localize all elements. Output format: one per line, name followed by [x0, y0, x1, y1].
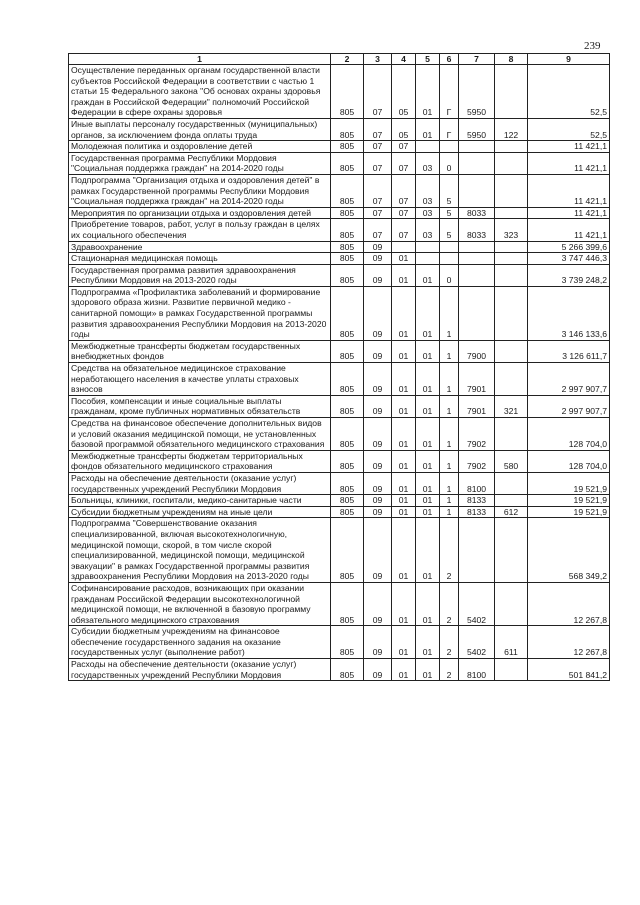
amount-cell: 128 704,0: [528, 418, 610, 451]
table-row: [69, 174, 610, 207]
subprogram-cell: 1: [440, 286, 459, 340]
admin-code-cell: 805: [331, 506, 364, 518]
subprogram-cell: 2: [440, 518, 459, 583]
table-row: [69, 363, 610, 396]
expense-type-cell: 323: [495, 219, 528, 241]
item-name-cell: Иные выплаты персоналу государственных (муниципальных) органов, за исключением фонда оплаты труда: [69, 118, 331, 140]
amount-cell: 11 421,1: [528, 152, 610, 174]
item-name-cell: Государственная программа Республики Мордовия "Социальная поддержка граждан" на 2014-2020 годы: [69, 152, 331, 174]
subprogram-cell: 2: [440, 626, 459, 659]
item-name-cell: Средства на обязательное медицинское страхование неработающего населения в качестве уплаты страховых взносов: [69, 363, 331, 396]
expense-type-cell: [495, 495, 528, 507]
table-row: [69, 152, 610, 174]
amount-cell: 19 521,9: [528, 495, 610, 507]
program-cell: 01: [416, 582, 440, 625]
amount-cell: 11 421,1: [528, 141, 610, 153]
program-cell: 03: [416, 207, 440, 219]
table-row: [69, 518, 610, 583]
program-cell: 01: [416, 659, 440, 681]
program-cell: 01: [416, 264, 440, 286]
admin-code-cell: 805: [331, 450, 364, 472]
program-cell: 01: [416, 495, 440, 507]
section-cell: 09: [364, 241, 392, 253]
expense-type-cell: [495, 659, 528, 681]
admin-code-cell: 805: [331, 418, 364, 451]
amount-cell: 19 521,9: [528, 472, 610, 494]
subprogram-cell: 1: [440, 472, 459, 494]
header-cell-5: 5: [416, 54, 440, 65]
section-cell: 09: [364, 286, 392, 340]
admin-code-cell: 805: [331, 174, 364, 207]
target-article-cell: 7902: [459, 450, 495, 472]
header-cell-3: 3: [364, 54, 392, 65]
item-name-cell: Расходы на обеспечение деятельности (оказание услуг) государственных учреждений Республики Мордовия: [69, 472, 331, 494]
target-article-cell: [459, 241, 495, 253]
amount-cell: 2 997 907,7: [528, 363, 610, 396]
program-cell: [416, 241, 440, 253]
table-body: [69, 65, 610, 681]
subsection-cell: 07: [392, 141, 416, 153]
subsection-cell: 07: [392, 174, 416, 207]
table-row: [69, 340, 610, 362]
subsection-cell: 01: [392, 340, 416, 362]
table-row: [69, 472, 610, 494]
admin-code-cell: 805: [331, 253, 364, 265]
admin-code-cell: 805: [331, 518, 364, 583]
admin-code-cell: 805: [331, 65, 364, 119]
item-name-cell: Подпрограмма "Организация отдыха и оздоровления детей" в рамках Государственной программы Республики Мордовия "Социальная поддержка граждан" на 2014-2020 годы: [69, 174, 331, 207]
subsection-cell: 01: [392, 495, 416, 507]
item-name-cell: Государственная программа развития здравоохранения Республики Мордовия на 2013-2020 годы: [69, 264, 331, 286]
target-article-cell: 8033: [459, 207, 495, 219]
expense-type-cell: [495, 207, 528, 219]
expense-type-cell: [495, 141, 528, 153]
subsection-cell: 01: [392, 518, 416, 583]
target-article-cell: 8033: [459, 219, 495, 241]
subsection-cell: 01: [392, 450, 416, 472]
expense-type-cell: [495, 363, 528, 396]
subsection-cell: 01: [392, 626, 416, 659]
admin-code-cell: 805: [331, 495, 364, 507]
item-name-cell: Здравоохранение: [69, 241, 331, 253]
admin-code-cell: 805: [331, 286, 364, 340]
header-cell-7: 7: [459, 54, 495, 65]
item-name-cell: Больницы, клиники, госпитали, медико-санитарные части: [69, 495, 331, 507]
header-cell-1: 1: [69, 54, 331, 65]
table-row: [69, 286, 610, 340]
item-name-cell: Стационарная медицинская помощь: [69, 253, 331, 265]
admin-code-cell: 805: [331, 363, 364, 396]
subprogram-cell: 2: [440, 659, 459, 681]
section-cell: 07: [364, 141, 392, 153]
target-article-cell: 7901: [459, 363, 495, 396]
item-name-cell: Субсидии бюджетным учреждениям на иные цели: [69, 506, 331, 518]
target-article-cell: [459, 264, 495, 286]
subsection-cell: 05: [392, 65, 416, 119]
section-cell: 09: [364, 253, 392, 265]
target-article-cell: 7902: [459, 418, 495, 451]
expense-type-cell: 122: [495, 118, 528, 140]
subsection-cell: 01: [392, 582, 416, 625]
amount-cell: 5 266 399,6: [528, 241, 610, 253]
section-cell: 09: [364, 450, 392, 472]
program-cell: 01: [416, 418, 440, 451]
subprogram-cell: Г: [440, 65, 459, 119]
admin-code-cell: 805: [331, 395, 364, 417]
section-cell: 09: [364, 582, 392, 625]
program-cell: 01: [416, 506, 440, 518]
table-row: [69, 626, 610, 659]
item-name-cell: Мероприятия по организации отдыха и оздоровления детей: [69, 207, 331, 219]
target-article-cell: 5950: [459, 65, 495, 119]
table-row: [69, 219, 610, 241]
item-name-cell: Софинансирование расходов, возникающих при оказании гражданам Российской Федерации высокотехнологичной медицинской помощи, не включенной в базовую программу обязательного медицинского страхования: [69, 582, 331, 625]
section-cell: 07: [364, 152, 392, 174]
table-row: [69, 495, 610, 507]
expense-type-cell: [495, 174, 528, 207]
section-cell: 09: [364, 363, 392, 396]
table-row: [69, 450, 610, 472]
expense-type-cell: [495, 286, 528, 340]
amount-cell: 3 747 446,3: [528, 253, 610, 265]
expense-type-cell: [495, 518, 528, 583]
target-article-cell: 7901: [459, 395, 495, 417]
section-cell: 09: [364, 626, 392, 659]
section-cell: 07: [364, 118, 392, 140]
subsection-cell: 01: [392, 363, 416, 396]
admin-code-cell: 805: [331, 472, 364, 494]
section-cell: 09: [364, 518, 392, 583]
expense-type-cell: [495, 253, 528, 265]
subprogram-cell: 5: [440, 219, 459, 241]
table-row: [69, 118, 610, 140]
target-article-cell: 5402: [459, 626, 495, 659]
subsection-cell: 01: [392, 253, 416, 265]
header-cell-9: 9: [528, 54, 610, 65]
expense-type-cell: [495, 65, 528, 119]
subprogram-cell: 0: [440, 152, 459, 174]
expense-type-cell: 611: [495, 626, 528, 659]
program-cell: 01: [416, 472, 440, 494]
section-cell: 07: [364, 174, 392, 207]
program-cell: [416, 253, 440, 265]
amount-cell: 19 521,9: [528, 506, 610, 518]
table-row: [69, 506, 610, 518]
expense-type-cell: 612: [495, 506, 528, 518]
subsection-cell: 07: [392, 207, 416, 219]
expense-type-cell: 580: [495, 450, 528, 472]
header-cell-6: 6: [440, 54, 459, 65]
subprogram-cell: 5: [440, 207, 459, 219]
program-cell: 01: [416, 65, 440, 119]
subprogram-cell: 2: [440, 582, 459, 625]
expense-type-cell: [495, 241, 528, 253]
section-cell: 09: [364, 472, 392, 494]
item-name-cell: Межбюджетные трансферты бюджетам государственных внебюджетных фондов: [69, 340, 331, 362]
program-cell: 01: [416, 286, 440, 340]
amount-cell: 12 267,8: [528, 582, 610, 625]
item-name-cell: Субсидии бюджетным учреждениям на финансовое обеспечение государственного задания на оказание государственных услуг (выполнение работ): [69, 626, 331, 659]
table-header: [69, 54, 610, 65]
admin-code-cell: 805: [331, 241, 364, 253]
admin-code-cell: 805: [331, 582, 364, 625]
target-article-cell: 8133: [459, 506, 495, 518]
target-article-cell: 8133: [459, 495, 495, 507]
subprogram-cell: [440, 241, 459, 253]
section-cell: 09: [364, 418, 392, 451]
section-cell: 07: [364, 65, 392, 119]
target-article-cell: [459, 141, 495, 153]
table-row: [69, 659, 610, 681]
table-row: [69, 418, 610, 451]
subprogram-cell: 1: [440, 506, 459, 518]
header-row: [69, 54, 610, 65]
expense-type-cell: [495, 340, 528, 362]
subsection-cell: [392, 241, 416, 253]
subprogram-cell: [440, 141, 459, 153]
amount-cell: 501 841,2: [528, 659, 610, 681]
section-cell: 09: [364, 340, 392, 362]
subsection-cell: 01: [392, 395, 416, 417]
admin-code-cell: 805: [331, 264, 364, 286]
amount-cell: 3 126 611,7: [528, 340, 610, 362]
item-name-cell: Подпрограмма "Совершенствование оказания специализированной, включая высокотехнологичную, медицинской помощи, скорой, в том числе скорой специализированной, медицинской помощи, медицинской эвакуации" в рамках Государственной программы развития здравоохранения Республики Мордовия на 2013-2020 годы: [69, 518, 331, 583]
table-row: [69, 253, 610, 265]
subsection-cell: 01: [392, 472, 416, 494]
expense-type-cell: 321: [495, 395, 528, 417]
subprogram-cell: 1: [440, 450, 459, 472]
program-cell: 01: [416, 340, 440, 362]
item-name-cell: Пособия, компенсации и иные социальные выплаты гражданам, кроме публичных нормативных обязательств: [69, 395, 331, 417]
subsection-cell: 01: [392, 286, 416, 340]
program-cell: 01: [416, 363, 440, 396]
table-row: [69, 65, 610, 119]
program-cell: 01: [416, 450, 440, 472]
target-article-cell: [459, 286, 495, 340]
item-name-cell: Молодежная политика и оздоровление детей: [69, 141, 331, 153]
item-name-cell: Межбюджетные трансферты бюджетам территориальных фондов обязательного медицинского страхования: [69, 450, 331, 472]
header-cell-8: 8: [495, 54, 528, 65]
program-cell: [416, 141, 440, 153]
table-row: [69, 395, 610, 417]
amount-cell: 52,5: [528, 65, 610, 119]
expense-type-cell: [495, 418, 528, 451]
program-cell: 01: [416, 518, 440, 583]
amount-cell: 3 739 248,2: [528, 264, 610, 286]
amount-cell: 3 146 133,6: [528, 286, 610, 340]
subprogram-cell: 1: [440, 495, 459, 507]
program-cell: 03: [416, 219, 440, 241]
admin-code-cell: 805: [331, 141, 364, 153]
admin-code-cell: 805: [331, 207, 364, 219]
amount-cell: 568 349,2: [528, 518, 610, 583]
subprogram-cell: 0: [440, 264, 459, 286]
section-cell: 07: [364, 207, 392, 219]
admin-code-cell: 805: [331, 118, 364, 140]
table-row: [69, 582, 610, 625]
section-cell: 09: [364, 264, 392, 286]
expense-type-cell: [495, 472, 528, 494]
target-article-cell: [459, 174, 495, 207]
target-article-cell: 5402: [459, 582, 495, 625]
target-article-cell: 7900: [459, 340, 495, 362]
item-name-cell: Осуществление переданных органам государственной власти субъектов Российской Федерации в соответствии с частью 1 статьи 15 Федерального закона "Об основах охраны здоровья граждан в Российской Федерации" полномочий Российской Федерации в сфере охраны здоровья: [69, 65, 331, 119]
expense-type-cell: [495, 582, 528, 625]
table-row: [69, 241, 610, 253]
expense-type-cell: [495, 152, 528, 174]
subprogram-cell: 1: [440, 395, 459, 417]
program-cell: 03: [416, 152, 440, 174]
section-cell: 09: [364, 495, 392, 507]
item-name-cell: Расходы на обеспечение деятельности (оказание услуг) государственных учреждений Республики Мордовия: [69, 659, 331, 681]
program-cell: 01: [416, 395, 440, 417]
target-article-cell: [459, 518, 495, 583]
target-article-cell: [459, 253, 495, 265]
item-name-cell: Приобретение товаров, работ, услуг в пользу граждан в целях их социального обеспечения: [69, 219, 331, 241]
amount-cell: 11 421,1: [528, 174, 610, 207]
target-article-cell: [459, 152, 495, 174]
admin-code-cell: 805: [331, 626, 364, 659]
subprogram-cell: 1: [440, 340, 459, 362]
subsection-cell: 01: [392, 264, 416, 286]
amount-cell: 11 421,1: [528, 207, 610, 219]
subprogram-cell: 1: [440, 363, 459, 396]
expense-type-cell: [495, 264, 528, 286]
program-cell: 01: [416, 118, 440, 140]
section-cell: 09: [364, 659, 392, 681]
admin-code-cell: 805: [331, 152, 364, 174]
table-row: [69, 141, 610, 153]
subprogram-cell: [440, 253, 459, 265]
amount-cell: 2 997 907,7: [528, 395, 610, 417]
item-name-cell: Подпрограмма «Профилактика заболеваний и формирование здорового образа жизни. Развитие первичной медико - санитарной помощи» в рамках Государственной программы развития здравоохранения Республики Мордовия на 2013-2020 годы: [69, 286, 331, 340]
subsection-cell: 01: [392, 418, 416, 451]
amount-cell: 12 267,8: [528, 626, 610, 659]
page-number: 239: [584, 40, 601, 52]
amount-cell: 52,5: [528, 118, 610, 140]
section-cell: 07: [364, 219, 392, 241]
admin-code-cell: 805: [331, 659, 364, 681]
header-cell-2: 2: [331, 54, 364, 65]
amount-cell: 11 421,1: [528, 219, 610, 241]
amount-cell: 128 704,0: [528, 450, 610, 472]
subprogram-cell: 5: [440, 174, 459, 207]
subsection-cell: 07: [392, 152, 416, 174]
item-name-cell: Средства на финансовое обеспечение дополнительных видов и условий оказания медицинской помощи, не установленных базовой программой обязательного медицинского страхования: [69, 418, 331, 451]
subsection-cell: 01: [392, 659, 416, 681]
subprogram-cell: 1: [440, 418, 459, 451]
target-article-cell: 8100: [459, 472, 495, 494]
subsection-cell: 01: [392, 506, 416, 518]
budget-table: [68, 53, 610, 681]
table-row: [69, 207, 610, 219]
admin-code-cell: 805: [331, 219, 364, 241]
header-cell-4: 4: [392, 54, 416, 65]
target-article-cell: 5950: [459, 118, 495, 140]
subsection-cell: 05: [392, 118, 416, 140]
subprogram-cell: Г: [440, 118, 459, 140]
target-article-cell: 8100: [459, 659, 495, 681]
section-cell: 09: [364, 506, 392, 518]
table-row: [69, 264, 610, 286]
section-cell: 09: [364, 395, 392, 417]
subsection-cell: 07: [392, 219, 416, 241]
admin-code-cell: 805: [331, 340, 364, 362]
program-cell: 01: [416, 626, 440, 659]
program-cell: 03: [416, 174, 440, 207]
